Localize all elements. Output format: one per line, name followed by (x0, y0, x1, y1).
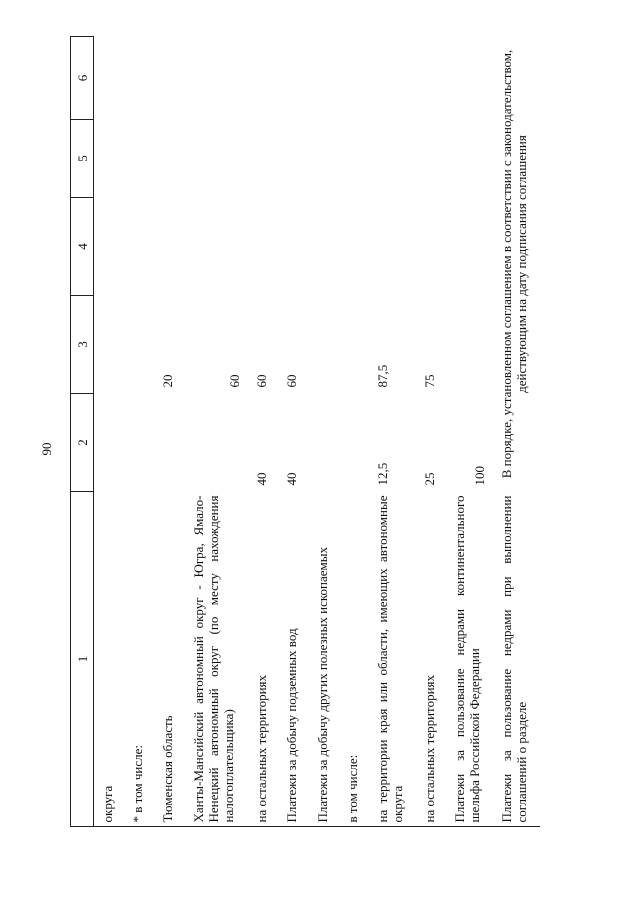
cell-col-2: 40 (284, 472, 300, 486)
allocation-table (70, 36, 540, 827)
row-label: в том числе: (344, 754, 360, 823)
row-label: Платежи за добычу других полезных ископаемых (314, 547, 330, 823)
header-col-2: 2 (71, 394, 94, 492)
table-row (339, 37, 369, 827)
header-col-5: 5 (71, 120, 94, 198)
cell-col-3 (446, 296, 493, 394)
row-label: Платежи за пользование недрами континентального шельфа Российской Федерации (452, 495, 483, 823)
header-col-4: 4 (71, 198, 94, 296)
table-row (94, 37, 125, 827)
table-row (309, 37, 339, 827)
table-row (248, 37, 278, 827)
cell-col-3: 60 (227, 374, 243, 388)
table-row (446, 37, 493, 827)
cell-col-2 (154, 394, 184, 492)
cell-col-2: 12,5 (374, 462, 390, 486)
cell-col-2 (339, 394, 369, 492)
rotated-table-sheet (70, 37, 540, 827)
row-label: на остальных территориях (254, 674, 270, 823)
table-header-row (71, 37, 94, 827)
table-row (278, 37, 308, 827)
table-row (416, 37, 446, 827)
row-label: Платежи за добычу подземных вод (284, 628, 300, 823)
table-row (185, 37, 249, 827)
cell-col-3: 75 (421, 374, 437, 388)
cell-col-2: 100 (472, 466, 488, 486)
cell-col-3: 60 (284, 374, 300, 388)
merged-note-cell: В порядке, установленном соглашением в соответствии с законодательством, действующим на дату подписания соглашения (499, 49, 530, 479)
header-col-3: 3 (71, 296, 94, 394)
row-label: на территории края или области, имеющих автономные округа (374, 495, 405, 823)
cell-col-2: 25 (421, 472, 437, 486)
cell-col-3 (339, 296, 369, 394)
cell-col-3: 60 (254, 374, 270, 388)
page-number: 90 (39, 442, 54, 456)
cell-col-2 (185, 394, 249, 492)
cell-col-3 (309, 296, 339, 394)
cell-col-3 (94, 296, 125, 394)
cell-col-2: 40 (254, 472, 270, 486)
cell-col-3: 87,5 (374, 364, 390, 388)
row-label: округа (100, 785, 115, 823)
cell-col-2 (309, 394, 339, 492)
row-label: на остальных территориях (421, 674, 437, 823)
cell-col-3 (124, 296, 154, 394)
cell-col-2 (124, 394, 154, 492)
header-col-1: 1 (71, 492, 94, 827)
table-row (493, 37, 540, 827)
row-label: Ханты-Мансийский автономный округ - Югра, Ямало-Ненецкий автономный округ (по месту нахождения налогоплательщика) (190, 495, 236, 823)
table-row (369, 37, 416, 827)
cell-col-3: 20 (160, 374, 176, 388)
row-label: Платежи за пользование недрами при выполнении соглашений о разделе (499, 495, 530, 823)
table-row (154, 37, 184, 827)
header-col-6: 6 (71, 37, 94, 120)
cell-col-2 (94, 394, 125, 492)
row-label: * в том числе: (130, 744, 146, 823)
table-row (124, 37, 154, 827)
row-label: Тюменская область (160, 715, 176, 823)
